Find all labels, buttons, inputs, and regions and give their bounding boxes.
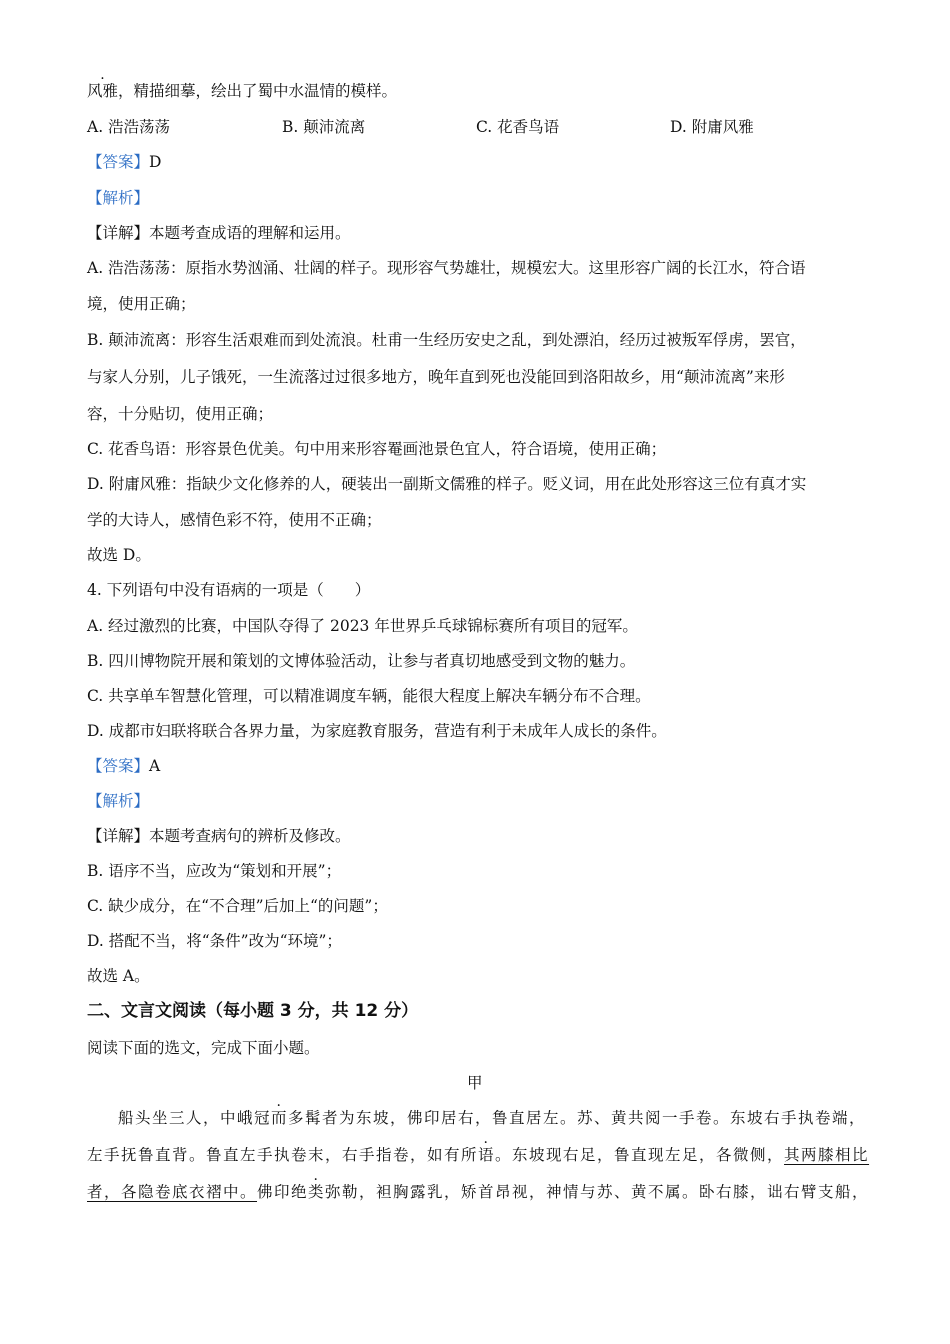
q3-detail-b-line1: B. 颠沛流离：形容生活艰难而到处流浪。杜甫一生经历安史之乱，到处漂泊，经历过被叛军俘虏，罢官， [87,331,806,349]
underlined-sentence: 者，各隐卷底衣褶中。 [87,1183,258,1201]
detail-label: 【详解】 [87,827,150,845]
q4-answer [87,756,160,776]
passage-text: 多髯者为东坡，佛印居右，鲁直居左。苏、黄共阅一手卷。东坡右手执卷端， [288,1109,867,1127]
section-heading: 二、文言文阅读（每小题 3 分，共 12 分） [87,1001,419,1021]
passage-text: 左手抚鲁直背。鲁直左手执卷末，右手指卷，如有所 [87,1146,479,1164]
passage-line-3 [87,1182,869,1202]
q3-stem-tail [87,81,397,101]
q3-detail-b-line3: 容，十分贴切，使用正确； [87,405,274,423]
q4-option-a: A. 经过激烈的比赛，中国队夺得了 2023 年世界乒乓球锦标赛所有项目的冠军。 [87,617,638,635]
passage-text: 船头坐三人，中峨冠 [118,1109,272,1127]
dotted-word: 而 [271,1109,289,1127]
dotted-word: 语 [478,1146,496,1164]
q4-detail-b: B. 语序不当，应改为“策划和开展”； [87,862,342,880]
q3-detail-intro [87,223,351,243]
answer-value: A [149,757,161,775]
passage-text: 弥勒，袒胸露乳，矫首昂视，神情与苏、黄不属。卧右膝，诎右臂支船， [325,1183,870,1201]
section-instruction: 阅读下面的选文，完成下面小题。 [87,1039,320,1057]
passage-line-2 [87,1145,869,1165]
passage-text: 。东坡现右足，鲁直现左足，各微侧， [495,1146,785,1164]
passage-text: 佛印绝 [257,1183,309,1201]
answer-value: D [149,153,162,171]
q4-conclusion: 故选 A。 [87,967,150,985]
q3-detail-d-line2: 学的大诗人，感情色彩不符，使用不正确； [87,511,382,529]
q3-option-b: B. 颠沛流离 [282,118,366,136]
q3-detail-c-line1: C. 花香鸟语：形容景色优美。句中用来形容罨画池景色宜人，符合语境，使用正确； [87,440,667,458]
dotted-word: 风雅 [87,82,119,100]
answer-label: 【答案】 [87,153,150,171]
q4-option-d: D. 成都市妇联将联合各界力量，为家庭教育服务，营造有利于未成年人成长的条件。 [87,722,667,740]
underlined-sentence: 其两膝相比 [784,1146,870,1164]
q4-detail-d: D. 搭配不当，将“条件”改为“环境”； [87,932,342,950]
q4-analysis-label: 【解析】 [87,792,150,810]
q4-detail-c: C. 缺少成分，在“不合理”后加上“的问题”； [87,897,388,915]
q3-conclusion: 故选 D。 [87,546,151,564]
q3-option-a: A. 浩浩荡荡 [87,118,171,136]
detail-intro-text: 本题考查成语的理解和运用。 [149,224,351,242]
detail-intro-text: 本题考查病句的辨析及修改。 [149,827,351,845]
q3-stem-rest: ，精描细摹，绘出了蜀中水温情的模样。 [118,82,398,100]
q3-detail-b-line2: 与家人分别，儿子饿死，一生流落过过很多地方，晚年直到死也没能回到洛阳故乡，用“颠沛流离”来形 [87,368,785,386]
q3-detail-d-line1: D. 附庸风雅：指缺少文化修养的人，硬装出一副斯文儒雅的样子。贬义词，用在此处形容这三位有真才实 [87,475,807,493]
q3-answer [87,152,161,172]
answer-label: 【答案】 [87,757,150,775]
q3-option-c: C. 花香鸟语 [476,118,560,136]
passage-line-1 [118,1108,866,1128]
q4-stem: 4. 下列语句中没有语病的一项是（ ） [87,581,371,599]
q4-option-c: C. 共享单车智慧化管理，可以精准调度车辆，能很大程度上解决车辆分布不合理。 [87,687,651,705]
passage-title: 甲 [467,1074,483,1092]
dotted-word: 类 [308,1183,326,1201]
q3-detail-a-line1: A. 浩浩荡荡：原指水势汹涌、壮阔的样子。现形容气势雄壮，规模宏大。这里形容广阔的长江水，符合语 [87,259,806,277]
q3-option-d: D. 附庸风雅 [670,118,754,136]
q4-detail-intro [87,826,351,846]
q4-option-b: B. 四川博物院开展和策划的文博体验活动，让参与者真切地感受到文物的魅力。 [87,652,636,670]
detail-label: 【详解】 [87,224,150,242]
q3-detail-a-line2: 境，使用正确； [87,295,196,313]
q3-analysis-label: 【解析】 [87,189,150,207]
